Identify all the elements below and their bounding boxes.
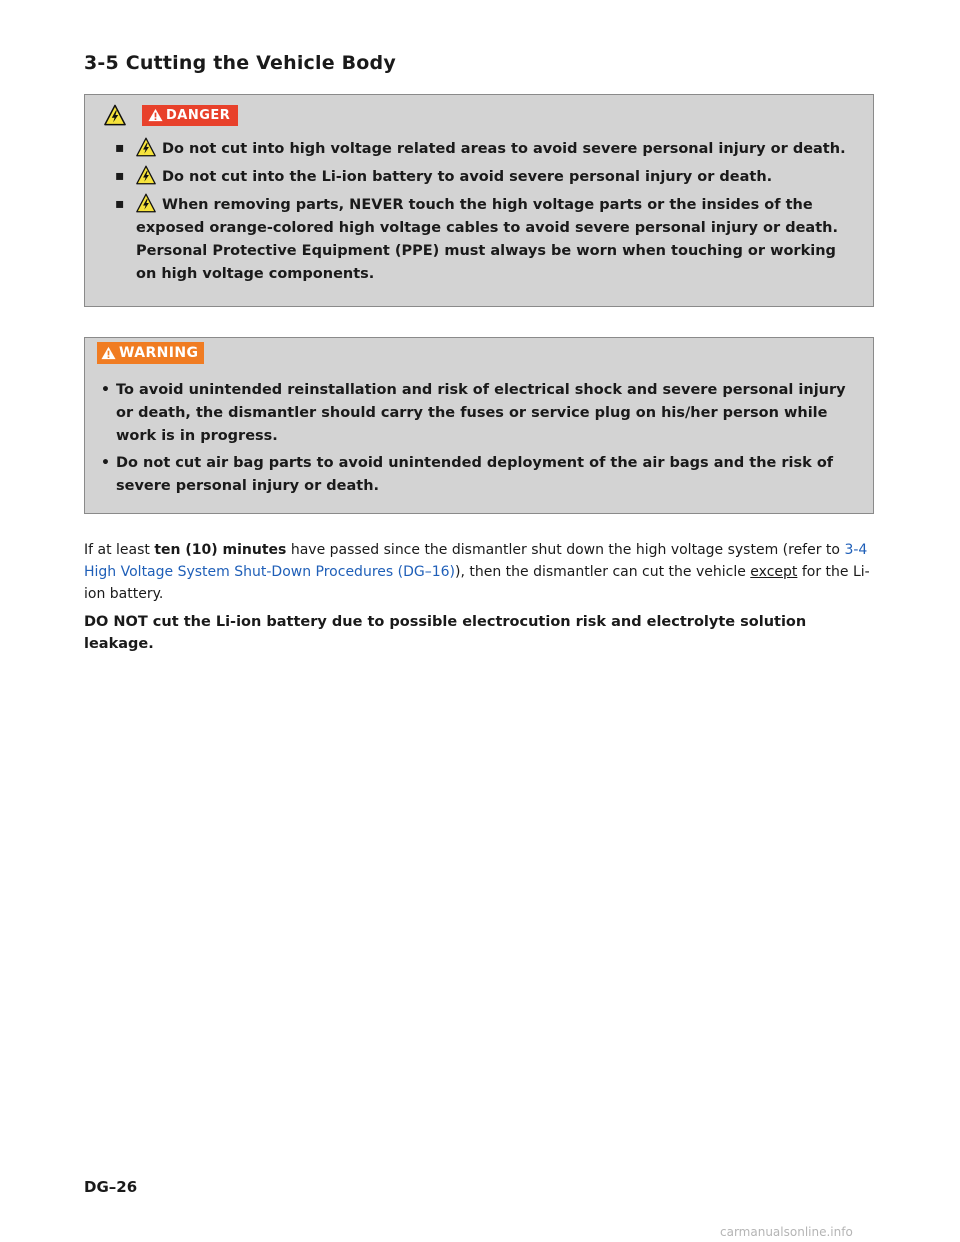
watermark: carmanualsonline.info (720, 1225, 853, 1239)
warning-tag-label: WARNING (119, 345, 199, 361)
paragraph-text: ), then the dismantler can cut the vehicle (455, 564, 751, 580)
bullet: ▪ (115, 140, 125, 156)
danger-tag-label: DANGER (166, 107, 231, 123)
warning-list (99, 379, 859, 502)
warning-tag (97, 342, 204, 364)
danger-item (113, 137, 853, 161)
warning-item-text: Do not cut air bag parts to avoid unintended deployment of the air bags and the risk of severe personal injury or death. (116, 455, 834, 494)
bullet: ▪ (115, 196, 125, 212)
danger-item-text: Do not cut into the Li-ion battery to avoid severe personal injury or death. (162, 169, 773, 185)
cross-reference-link[interactable]: 3-4 High Voltage System Shut-Down Procedures (DG–16) (84, 542, 868, 580)
body-paragraph (84, 539, 874, 605)
exclamation-triangle-icon (148, 108, 163, 122)
bullet: • (101, 382, 110, 398)
exclamation-triangle-icon (101, 346, 116, 360)
paragraph-text: for the Li-ion battery. (84, 564, 870, 602)
emphasis-text: ten (10) minutes (154, 542, 287, 558)
bullet: ▪ (115, 168, 125, 184)
section-title: 3-5 Cutting the Vehicle Body (84, 52, 396, 74)
high-voltage-warning-icon (104, 104, 126, 126)
high-voltage-warning-icon (136, 137, 156, 157)
danger-item (113, 193, 853, 286)
page-number: DG–26 (84, 1178, 138, 1196)
warning-item (99, 452, 859, 498)
high-voltage-warning-icon (136, 193, 156, 213)
caution-paragraph: DO NOT cut the Li-ion battery due to possible electrocution risk and electrolyte solution leakage. (84, 614, 807, 652)
warning-item (99, 379, 859, 448)
underlined-text: except (750, 564, 798, 580)
danger-item (113, 165, 853, 189)
high-voltage-warning-icon (136, 165, 156, 185)
bullet: • (101, 455, 110, 471)
danger-header (104, 104, 238, 126)
paragraph-text: have passed since the dismantler shut down the high voltage system (refer to (286, 542, 845, 558)
danger-tag (142, 105, 238, 126)
paragraph-text: If at least (84, 542, 155, 558)
danger-list (113, 137, 853, 290)
danger-item-text: Do not cut into high voltage related areas to avoid severe personal injury or death. (162, 141, 846, 157)
danger-item-text: When removing parts, NEVER touch the high voltage parts or the insides of the exposed orange-colored high voltage cables to avoid severe personal injury or death. Personal Protective Equipment (PPE) must always be worn when touching or working on high voltage components. (136, 197, 838, 282)
warning-item-text: To avoid unintended reinstallation and risk of electrical shock and severe personal injury or death, the dismantler should carry the fuses or service plug on his/her person while work is in progress. (116, 382, 846, 444)
